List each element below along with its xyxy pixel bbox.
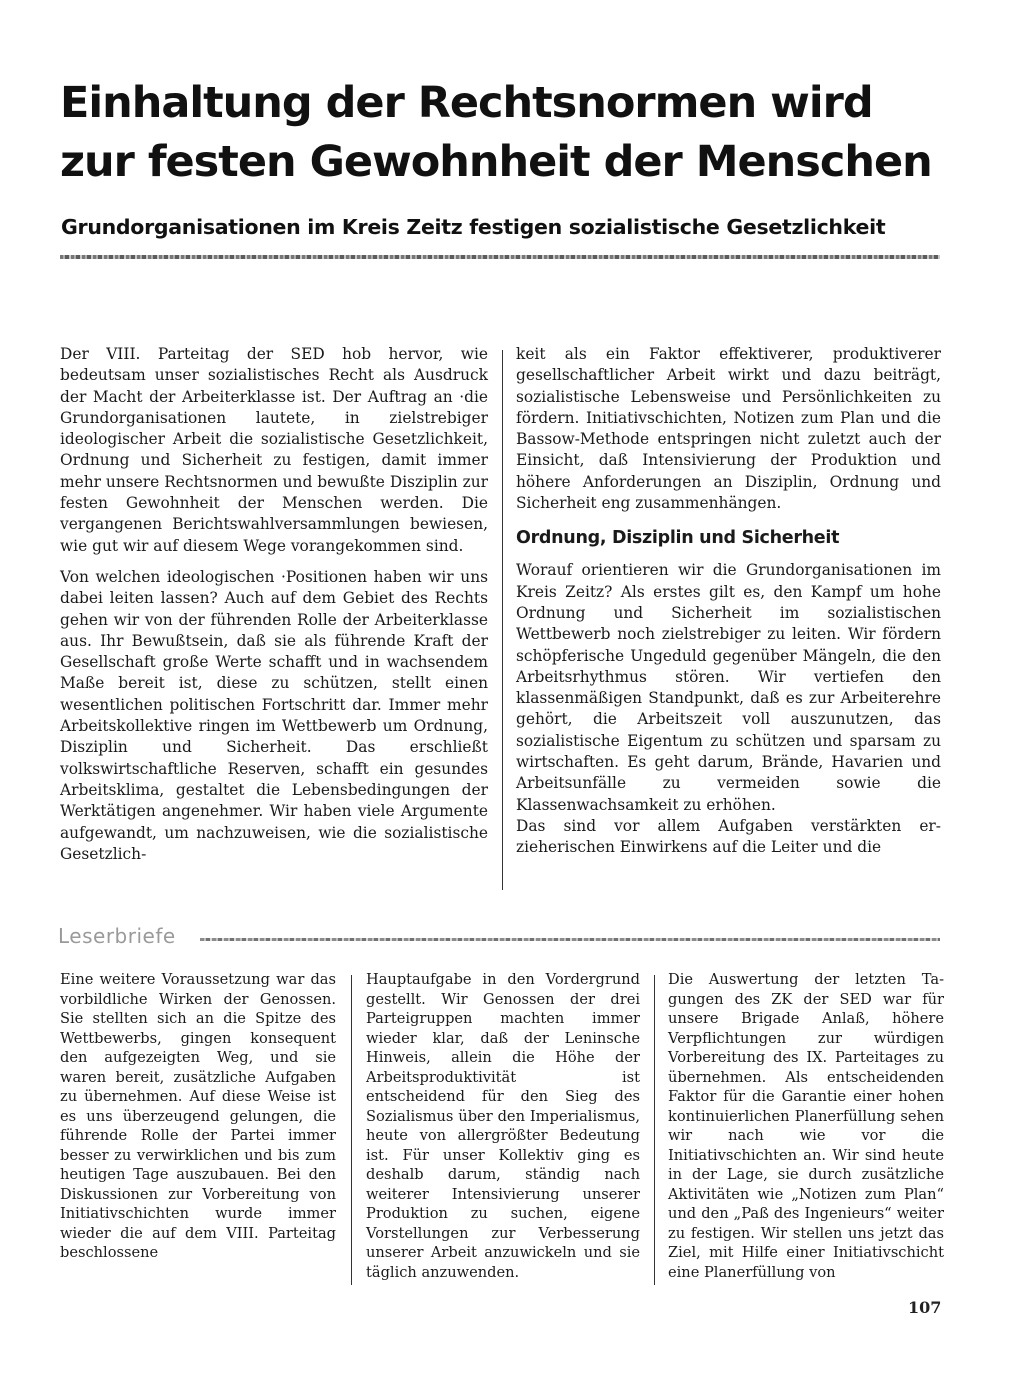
letter-column-2 [366,970,640,1282]
paragraph: Worauf orientieren wir die Grundorganisationen im Kreis Zeitz? Als erstes gilt es, den Kampf um hohe Ordnung und Sicherheit im sozialistischen Wettbewerb noch zielstrebiger zu leiten. Wir fördern schöpferische Ungeduld gegenüber Mängeln, die den Arbeitsrhythmus stören. Wir vertiefen den klassenmäßigen Standpunkt, daß es zur Arbeiterehre gehört, die Arbeitszeit voll auszunutzen, das sozialistische Eigentum zu schützen und sparsam zu wirtschaften. Es geht darum, Brände, Havarien und Arbeitsunfälle zu vermeiden sowie die Klassenwachsamkeit zu erhöhen. [516,561,941,814]
letter-column-3 [668,970,944,1282]
column-divider [654,975,655,1285]
headline-line-2: zur festen Gewohnheit der Menschen [60,137,932,187]
paragraph: Eine weitere Voraussetzung war das vorbildliche Wirken der Genossen. Sie stellten sich an die Spitze des Wettbewerbs, gingen konsequent den aufgezeigten Weg, und sie waren bereit, zusätzliche Aufgaben zu übernehmen. Auf diese Weise ist es uns überzeugend gelungen, die führende Rolle der Partei immer besser zu verwirklichen und bis zum heutigen Tage auszubauen. Bei den Diskussionen zur Vorbereitung von Initiativschichten wurde immer wieder die auf dem VIII. Parteitag beschlossene [60,971,336,1261]
headline-line-1: Einhaltung der Rechtsnormen wird [60,78,873,128]
letters-section-label: Leserbriefe [58,924,176,948]
letter-column-1 [60,970,336,1263]
decorative-rule [60,255,940,259]
headline [60,74,960,192]
column-divider [351,975,352,1285]
paragraph: keit als ein Faktor effektiverer, produktiverer gesellschaftlicher Arbeit wirkt und dazu beiträgt, sozialistische Lebensweise und Persönlichkeiten zu fördern. Initiativschichten, Notizen zum Plan und die Bassow-Methode entspringen nicht zuletzt auch der Einsicht, daß Intensivierung der Produktion und höhere Anforderungen an Disziplin, Ordnung und Sicherheit eng zusammenhängen. [516,345,941,513]
paragraph: Von welchen ideologischen ·Positionen haben wir uns dabei leiten lassen? Auch auf dem Gebiet des Rechts gehen wir von der führenden Rolle der Arbeiterklasse aus. Ihr Bewußtsein, daß sie als führende Kraft der Gesellschaft große Werte schafft und in wachsendem Maße bereit ist, diese zu schützen, stellt einen wesentlichen politischen Fortschritt dar. Immer mehr Arbeitskollektive ringen im Wettbewerb um Ordnung, Disziplin und Sicherheit. Das erschließt volkswirtschaftliche Reserven, schafft ein gesundes Arbeitsklima, gestaltet die Lebensbedingungen der Werktätigen angenehmer. Wir haben viele Argumente aufgewandt, um nachzuweisen, wie die sozialistische Gesetzlich- [60,567,488,863]
paragraph: Die Auswertung der letzten Tagungen des ZK der SED war für unsere Brigade Anlaß, höhere Verpflichtungen zur würdigen Vorbereitung des IX. Parteitages zu übernehmen. Als entscheidenden Faktor für die Garantie einer hohen kontinuierlichen Planerfüllung sehen wir nach wie vor die Initiativschichten an. Wir sind heute in der Lage, sie durch zusätzliche Aktivitäten wie „Notizen zum Plan“ und den „Paß des Ingenieurs“ weiter zu festigen. Wir stellen uns jetzt das Ziel, mit Hilfe einer Initiativschicht eine Planerfüllung von [668,971,944,1281]
column-divider [502,350,503,890]
article-column-1 [60,344,488,865]
decorative-rule [200,938,940,941]
paragraph: Das sind vor allem Aufgaben verstärkten erzieherischen Einwirkens auf die Leiter und die [516,816,941,857]
paragraph: Der VIII. Parteitag der SED hob hervor, wie bedeutsam unser sozialistisches Recht als Ausdruck der Macht der Arbeiterklasse ist. Der Auftrag an ·die Grundorganisationen lautete, in zielstrebiger ideologischer Arbeit die sozialistische Gesetzlichkeit, Ordnung und Sicherheit zu festigen, damit immer mehr unsere Rechtsnormen und bewußte Disziplin zur festen Gewohnheit der Menschen werden. Die vergangenen Berichtswahlversammlungen bewiesen, wie gut wir auf diesem Wege vorangekommen sind. [60,345,488,555]
page-number: 107 [908,1298,942,1317]
paragraph: Hauptaufgabe in den Vordergrund gestellt. Wir Genossen der drei Parteigruppen machten immer wieder klar, daß der Leninsche Hinweis, allein die Höhe der Arbeitsproduktivität ist entscheidend für den Sieg des Sozialismus über den Imperialismus, heute von allergrößter Bedeutung ist. Für unser Kollektiv ging es deshalb darum, ständig nach weiterer Intensivierung unserer Produktion zu suchen, eigene Vorstellungen zur Verbesserung unserer Arbeit anzuwickeln und sie täglich anzuwenden. [366,971,640,1281]
section-heading: Ordnung, Disziplin und Sicherheit [516,528,840,549]
article-column-2 [516,344,941,859]
subtitle: Grundorganisationen im Kreis Zeitz festigen sozialistische Gesetzlichkeit [61,215,886,239]
